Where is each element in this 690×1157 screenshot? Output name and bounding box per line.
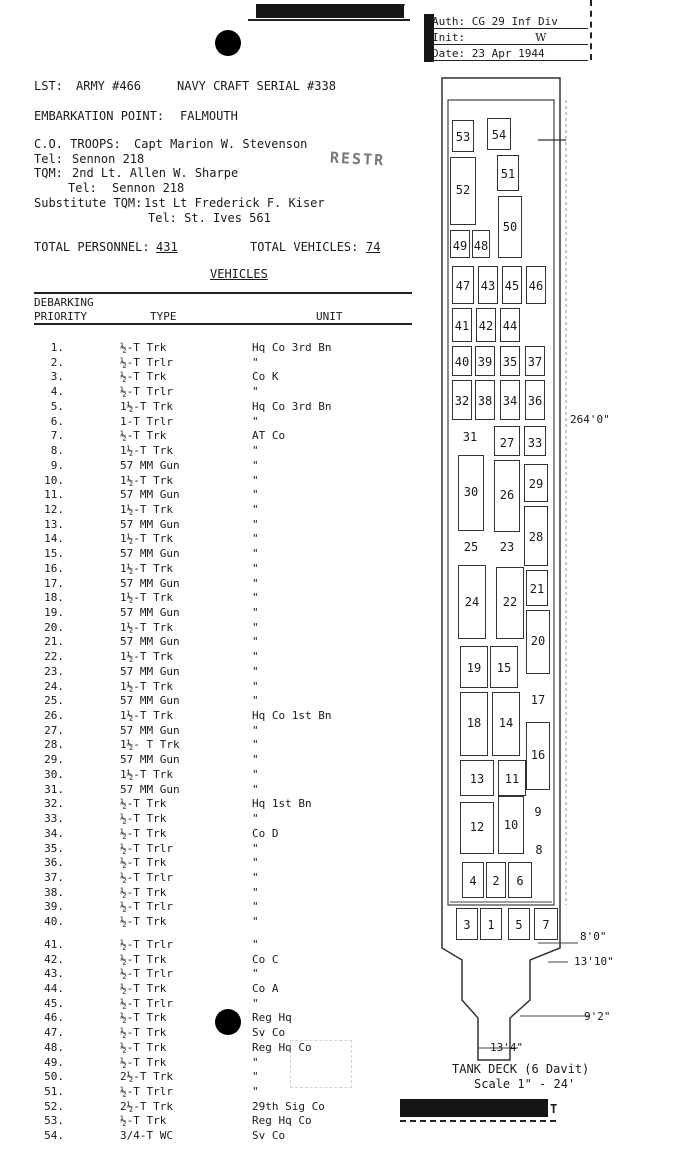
priority-cell: 47. xyxy=(44,1026,64,1040)
vehicle-slot-45: 45 xyxy=(502,266,522,304)
type-cell: 57 MM Gun xyxy=(120,576,180,590)
vehicle-slot-18: 18 xyxy=(460,692,488,756)
vehicle-slot-5: 5 xyxy=(508,908,530,940)
redacted-classification-bottom xyxy=(400,1099,548,1117)
type-cell: 1½-T Trk xyxy=(120,591,173,605)
vehicle-slot-13: 13 xyxy=(460,760,494,796)
priority-cell: 15. xyxy=(44,547,64,561)
unit-cell: " xyxy=(252,473,259,487)
priority-cell: 22. xyxy=(44,650,64,664)
vehicle-slot-42: 42 xyxy=(476,308,496,342)
priority-cell: 46. xyxy=(44,1011,64,1025)
unit-cell: " xyxy=(252,1070,259,1084)
unit-cell: " xyxy=(252,650,259,664)
type-cell: 1-T Trlr xyxy=(120,414,173,428)
unit-cell: Hq 1st Bn xyxy=(252,797,312,811)
vehicle-slot-22: 22 xyxy=(496,567,524,639)
ship-length-label: 264'0" xyxy=(570,413,610,426)
priority-cell: 7. xyxy=(50,429,64,443)
priority-cell: 39. xyxy=(44,900,64,914)
vehicle-slot-11: 11 xyxy=(498,760,526,796)
unit-cell: " xyxy=(252,664,259,678)
priority-cell: 53. xyxy=(44,1114,64,1128)
type-cell: 2½-T Trk xyxy=(120,1070,173,1084)
vehicle-slot-27: 27 xyxy=(494,426,520,456)
col-priority-1: DEBARKING xyxy=(34,296,94,309)
priority-cell: 19. xyxy=(44,606,64,619)
vehicle-slot-37: 37 xyxy=(525,346,545,376)
type-cell: ½-T Trk xyxy=(120,812,167,825)
vehicle-slot-30: 30 xyxy=(458,455,484,531)
type-cell: ½-T Trlr xyxy=(120,900,173,914)
type-cell: ½-T Trlr xyxy=(120,355,173,369)
priority-cell: 49. xyxy=(44,1055,64,1069)
navy-craft-serial: NAVY CRAFT SERIAL #338 xyxy=(177,79,336,93)
vehicle-slot-17: 17 xyxy=(530,693,546,707)
vehicle-slot-35: 35 xyxy=(500,346,520,376)
priority-cell: 13. xyxy=(44,517,64,531)
priority-cell: 45. xyxy=(44,996,64,1010)
vehicle-slot-33: 33 xyxy=(524,426,546,456)
type-cell: ½-T Trk xyxy=(120,982,167,995)
vehicle-slot-8: 8 xyxy=(535,843,543,857)
type-cell: 2½-T Trk xyxy=(120,1099,173,1113)
unit-cell: Co A xyxy=(252,982,279,995)
unit-cell: " xyxy=(252,488,259,502)
embarkation-point: FALMOUTH xyxy=(180,109,238,123)
bottom-dimension: 13'4" xyxy=(490,1041,524,1054)
unit-cell: " xyxy=(252,561,259,575)
priority-cell: 23. xyxy=(44,664,64,678)
priority-cell: 30. xyxy=(44,767,64,781)
unit-cell: " xyxy=(252,679,259,693)
vehicle-slot-52: 52 xyxy=(450,157,476,225)
vehicle-slot-25: 25 xyxy=(463,540,479,554)
classification-top-partial: T xyxy=(398,2,406,16)
vehicle-slot-12: 12 xyxy=(460,802,494,854)
unit-cell: " xyxy=(252,915,259,929)
vehicle-slot-46: 46 xyxy=(526,266,546,304)
type-cell: ½-T Trk xyxy=(120,797,167,811)
vehicle-slot-23: 23 xyxy=(499,540,515,554)
priority-cell: 18. xyxy=(44,591,64,605)
unit-cell: " xyxy=(252,723,259,737)
type-cell: 57 MM Gun xyxy=(120,635,180,649)
type-cell: ½-T Trk xyxy=(120,1026,167,1040)
vehicle-slot-1: 1 xyxy=(480,908,502,940)
unit-cell: " xyxy=(252,694,259,708)
type-cell: ½-T Trk xyxy=(120,1011,167,1025)
unit-cell: " xyxy=(252,738,259,752)
vehicle-slot-29: 29 xyxy=(524,464,548,502)
vehicle-slot-43: 43 xyxy=(478,266,498,304)
unit-cell: Hq Co 1st Bn xyxy=(252,709,332,722)
unit-cell: " xyxy=(252,782,259,796)
embarkation-label: EMBARKATION POINT: xyxy=(34,109,165,123)
tel1-label: Tel: xyxy=(34,152,63,166)
type-cell: 57 MM Gun xyxy=(120,753,180,767)
vehicle-slot-47: 47 xyxy=(452,266,474,304)
unit-cell: Co C xyxy=(252,952,279,966)
type-cell: ½-T Trlr xyxy=(120,870,173,884)
vehicle-slot-14: 14 xyxy=(492,692,520,756)
unit-cell: " xyxy=(252,458,259,472)
priority-cell: 25. xyxy=(44,694,64,708)
type-cell: 1½-T Trk xyxy=(120,709,173,722)
type-cell: ½-T Trk xyxy=(120,341,167,354)
vehicle-slot-4: 4 xyxy=(462,862,484,898)
unit-cell: " xyxy=(252,517,259,531)
total-vehicles-label: TOTAL VEHICLES: xyxy=(250,240,359,254)
tel3: Tel: St. Ives 561 xyxy=(148,211,271,225)
total-vehicles: 74 xyxy=(366,240,381,254)
diagram-caption-tank-deck: TANK DECK (6 Davit) xyxy=(452,1062,590,1076)
type-cell: 1½-T Trk xyxy=(120,679,173,693)
vehicle-slot-32: 32 xyxy=(452,380,472,420)
type-cell: 1½-T Trk xyxy=(120,620,173,634)
priority-cell: 17. xyxy=(44,576,64,590)
type-cell: ½-T Trk xyxy=(120,1114,167,1128)
priority-cell: 12. xyxy=(44,502,64,516)
priority-cell: 34. xyxy=(44,826,64,840)
priority-cell: 48. xyxy=(44,1040,64,1054)
priority-cell: 9. xyxy=(50,458,64,472)
type-cell: 1½- T Trk xyxy=(120,738,180,752)
lst-label: LST: xyxy=(34,79,63,93)
total-personnel-label: TOTAL PERSONNEL: xyxy=(34,240,150,254)
classification-bottom-partial: T xyxy=(550,1102,558,1116)
type-cell: 1½-T Trk xyxy=(120,561,173,575)
bow-dimension-2: 13'10" xyxy=(574,955,614,968)
priority-cell: 36. xyxy=(44,856,64,870)
priority-cell: 10. xyxy=(44,473,64,487)
type-cell: 57 MM Gun xyxy=(120,517,180,531)
unit-cell: Reg Hq Co xyxy=(252,1114,312,1128)
type-cell: ½-T Trk xyxy=(120,370,167,384)
type-cell: 1½-T Trk xyxy=(120,532,173,546)
vehicle-slot-31: 31 xyxy=(462,430,478,444)
bow-dimension-3: 9'2" xyxy=(584,1010,611,1023)
priority-cell: 42. xyxy=(44,952,64,966)
co-troops-label: C.O. TROOPS: xyxy=(34,137,121,151)
vehicle-slot-24: 24 xyxy=(458,565,486,639)
priority-cell: 11. xyxy=(44,488,64,502)
unit-cell: 29th Sig Co xyxy=(252,1099,325,1113)
vehicle-slot-20: 20 xyxy=(526,610,550,674)
col-priority-2: PRIORITY xyxy=(34,310,87,323)
unit-cell: Co D xyxy=(252,826,279,840)
priority-cell: 50. xyxy=(44,1070,64,1084)
vehicle-slot-28: 28 xyxy=(524,506,548,566)
unit-cell: " xyxy=(252,996,259,1010)
col-unit: UNIT xyxy=(316,310,343,323)
vehicle-slot-53: 53 xyxy=(452,120,474,152)
vehicle-slot-16: 16 xyxy=(526,722,550,790)
sub-tqm: 1st Lt Frederick F. Kiser xyxy=(144,196,325,210)
vehicle-slot-3: 3 xyxy=(456,908,478,940)
type-cell: ½-T Trk xyxy=(120,952,167,966)
unit-cell: " xyxy=(252,870,259,884)
priority-cell: 37. xyxy=(44,870,64,884)
co-troops: Capt Marion W. Stevenson xyxy=(134,137,308,151)
unit-cell: " xyxy=(252,591,259,605)
priority-cell: 8. xyxy=(50,444,64,457)
unit-cell: Reg Hq Co xyxy=(252,1040,312,1054)
type-cell: ½-T Trk xyxy=(120,1055,167,1069)
unit-cell: Sv Co xyxy=(252,1129,286,1143)
vehicle-slot-41: 41 xyxy=(452,308,472,342)
priority-cell: 52. xyxy=(44,1099,64,1113)
unit-cell: " xyxy=(252,841,259,855)
type-cell: 1½-T Trk xyxy=(120,473,173,487)
priority-cell: 32. xyxy=(44,797,64,811)
unit-cell: " xyxy=(252,385,259,399)
type-cell: 3/4-T WC xyxy=(120,1129,173,1143)
unit-cell: " xyxy=(252,900,259,914)
vehicle-slot-6: 6 xyxy=(508,862,532,898)
priority-cell: 27. xyxy=(44,723,64,737)
unit-cell: Hq Co 3rd Bn xyxy=(252,399,332,413)
type-cell: 57 MM Gun xyxy=(120,547,180,561)
vehicle-slot-15: 15 xyxy=(490,646,518,688)
type-cell: 57 MM Gun xyxy=(120,694,180,708)
vehicle-slot-2: 2 xyxy=(486,862,506,898)
type-cell: ½-T Trk xyxy=(120,826,167,840)
type-cell: ½-T Trlr xyxy=(120,967,173,981)
type-cell: ½-T Trk xyxy=(120,429,167,443)
type-cell: ½-T Trk xyxy=(120,856,167,870)
priority-cell: 28. xyxy=(44,738,64,752)
sub-tqm-label: Substitute TQM: xyxy=(34,196,143,210)
type-cell: ½-T Trk xyxy=(120,915,167,929)
vehicle-slot-50: 50 xyxy=(498,196,522,258)
unit-cell: " xyxy=(252,885,259,899)
vehicle-slot-44: 44 xyxy=(500,308,520,342)
priority-cell: 44. xyxy=(44,982,64,995)
init-value: W xyxy=(535,31,547,44)
priority-cell: 20. xyxy=(44,620,64,634)
vehicle-slot-40: 40 xyxy=(452,346,472,376)
restricted-stamp: RESTR xyxy=(329,148,386,170)
unit-cell: Hq Co 3rd Bn xyxy=(252,341,332,354)
unit-cell: " xyxy=(252,532,259,546)
unit-cell: " xyxy=(252,444,259,457)
priority-cell: 40. xyxy=(44,915,64,929)
type-cell: ½-T Trlr xyxy=(120,937,173,951)
vehicle-slot-10: 10 xyxy=(498,796,524,854)
unit-cell: " xyxy=(252,967,259,981)
vehicle-slot-26: 26 xyxy=(494,460,520,532)
unit-cell: " xyxy=(252,635,259,649)
col-type: TYPE xyxy=(150,310,177,323)
type-cell: 57 MM Gun xyxy=(120,488,180,502)
vehicle-slot-34: 34 xyxy=(500,380,520,420)
type-cell: 57 MM Gun xyxy=(120,664,180,678)
priority-cell: 29. xyxy=(44,753,64,767)
priority-cell: 33. xyxy=(44,812,64,825)
unit-cell: " xyxy=(252,767,259,781)
unit-cell: " xyxy=(252,576,259,590)
stamp-smudge xyxy=(290,1040,352,1088)
priority-cell: 21. xyxy=(44,635,64,649)
priority-cell: 2. xyxy=(50,355,64,369)
unit-cell: " xyxy=(252,856,259,870)
priority-cell: 54. xyxy=(44,1129,64,1143)
type-cell: ½-T Trlr xyxy=(120,1085,173,1098)
unit-cell: Reg Hq xyxy=(252,1011,292,1025)
type-cell: ½-T Trk xyxy=(120,885,167,899)
priority-cell: 43. xyxy=(44,967,64,981)
tel2: Sennon 218 xyxy=(112,181,185,195)
priority-cell: 14. xyxy=(44,532,64,546)
priority-cell: 6. xyxy=(50,414,64,428)
unit-cell: " xyxy=(252,606,259,619)
unit-cell: Sv Co xyxy=(252,1026,286,1040)
vehicle-slot-9: 9 xyxy=(534,805,542,819)
unit-cell: " xyxy=(252,1055,259,1069)
priority-cell: 3. xyxy=(50,370,64,384)
unit-cell: " xyxy=(252,620,259,634)
priority-cell: 35. xyxy=(44,841,64,855)
type-cell: 57 MM Gun xyxy=(120,458,180,472)
tel1: Sennon 218 xyxy=(72,152,145,166)
type-cell: 1½-T Trk xyxy=(120,502,173,516)
vehicle-slot-21: 21 xyxy=(526,570,548,606)
unit-cell: " xyxy=(252,937,259,951)
army-number: ARMY #466 xyxy=(76,79,142,93)
unit-cell: " xyxy=(252,1085,259,1098)
priority-cell: 1. xyxy=(50,341,64,354)
auth-line: Auth: CG 29 Inf Div xyxy=(432,15,558,28)
vehicle-slot-36: 36 xyxy=(525,380,545,420)
priority-cell: 26. xyxy=(44,709,64,722)
priority-cell: 38. xyxy=(44,885,64,899)
type-cell: 1½-T Trk xyxy=(120,399,173,413)
vehicle-slot-39: 39 xyxy=(475,346,495,376)
unit-cell: " xyxy=(252,547,259,561)
bow-dimension-1: 8'0" xyxy=(580,930,607,943)
unit-cell: " xyxy=(252,812,259,825)
type-cell: ½-T Trlr xyxy=(120,996,173,1010)
vehicle-slot-48: 48 xyxy=(472,230,490,258)
type-cell: 57 MM Gun xyxy=(120,723,180,737)
type-cell: 1½-T Trk xyxy=(120,767,173,781)
vehicle-slot-7: 7 xyxy=(534,908,558,940)
unit-cell: " xyxy=(252,502,259,516)
type-cell: 57 MM Gun xyxy=(120,782,180,796)
unit-cell: " xyxy=(252,753,259,767)
vehicle-slot-51: 51 xyxy=(497,155,519,191)
unit-cell: " xyxy=(252,414,259,428)
priority-cell: 24. xyxy=(44,679,64,693)
date-line: Date: 23 Apr 1944 xyxy=(432,47,545,60)
type-cell: 1½-T Trk xyxy=(120,650,173,664)
priority-cell: 5. xyxy=(50,399,64,413)
total-personnel: 431 xyxy=(156,240,178,254)
priority-cell: 16. xyxy=(44,561,64,575)
init-line: Init: W xyxy=(432,31,547,44)
type-cell: 57 MM Gun xyxy=(120,606,180,619)
vehicle-slot-49: 49 xyxy=(450,230,470,258)
vehicle-slot-19: 19 xyxy=(460,646,488,688)
unit-cell: Co K xyxy=(252,370,279,384)
type-cell: ½-T Trlr xyxy=(120,385,173,399)
unit-cell: AT Co xyxy=(252,429,286,443)
vehicle-slot-38: 38 xyxy=(475,380,495,420)
type-cell: ½-T Trlr xyxy=(120,841,173,855)
unit-cell: " xyxy=(252,355,259,369)
vehicles-title: VEHICLES xyxy=(210,267,268,281)
priority-cell: 51. xyxy=(44,1085,64,1098)
diagram-caption-scale: Scale 1" - 24' xyxy=(474,1077,576,1091)
tqm: 2nd Lt. Allen W. Sharpe xyxy=(72,166,239,180)
priority-cell: 4. xyxy=(50,385,64,399)
priority-cell: 41. xyxy=(44,937,64,951)
bottom-dashed-rule xyxy=(400,1120,556,1122)
vehicle-slot-54: 54 xyxy=(487,118,511,150)
priority-cell: 31. xyxy=(44,782,64,796)
tqm-label: TQM: xyxy=(34,166,63,180)
tel2-label: Tel: xyxy=(68,181,97,195)
type-cell: ½-T Trk xyxy=(120,1040,167,1054)
type-cell: 1½-T Trk xyxy=(120,444,173,457)
